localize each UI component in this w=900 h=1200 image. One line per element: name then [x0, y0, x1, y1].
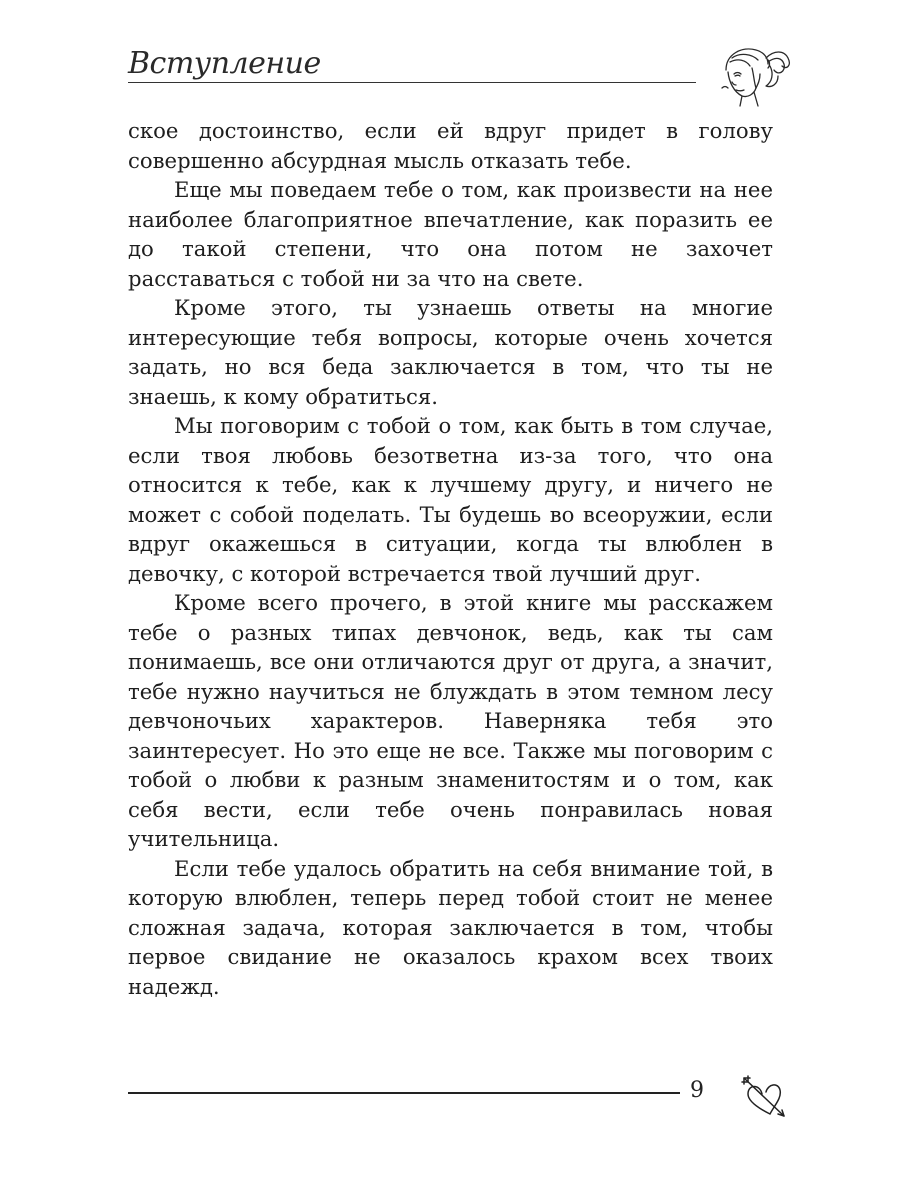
- paragraph: Мы поговорим с тобой о том, как быть в том случае, если твоя любовь безответна из-за того, что она относится к тебе, как к лучшему другу, и ничего не может с собой поделать. Ты будешь во всеоружии, если вдруг окажешься в ситуации, когда ты влюблен в девочку, с которой встречается твой лучший друг.: [128, 413, 773, 586]
- body-text: [128, 116, 773, 1001]
- paragraph: Еще мы поведаем тебе о том, как произвести на нее наиболее благоприятное впечатление, как поразить ее до такой степени, что она потом не захочет расставаться с тобой ни за что на свете.: [128, 177, 773, 291]
- footer-rule: [128, 1092, 680, 1094]
- paragraph: Кроме всего прочего, в этой книге мы расскажем тебе о разных типах девчонок, ведь, как ты сам понимаешь, все они отличаются друг от друга, а значит, тебе нужно научиться не блуждать в этом темном лесу девчоночьих характеров. Наверняка тебя это заинтересует. Но это еще не все. Также мы поговорим с тобой о любви к разным знаменитостям и о том, как себя вести, если тебе очень понравилась новая учительница.: [128, 590, 773, 851]
- paragraph: ское достоинство, если ей вдруг придет в голову совершенно абсурдная мысль отказать тебе.: [128, 118, 773, 173]
- header-rule: [128, 82, 696, 83]
- chapter-title: Вступление: [128, 46, 321, 81]
- heart-arrow-icon: [740, 1072, 788, 1118]
- page-number: 9: [690, 1078, 704, 1103]
- paragraph: Кроме этого, ты узнаешь ответы на многие интересующие тебя вопросы, которые очень хочется задать, но вся беда заключается в том, что ты не знаешь, к кому обратиться.: [128, 295, 773, 409]
- girl-portrait-icon: [712, 40, 792, 108]
- paragraph: Если тебе удалось обратить на себя внимание той, в которую влюблен, теперь перед тобой стоит не менее сложная задача, которая заключается в том, чтобы первое свидание не оказалось крахом всех твоих надежд.: [128, 855, 773, 999]
